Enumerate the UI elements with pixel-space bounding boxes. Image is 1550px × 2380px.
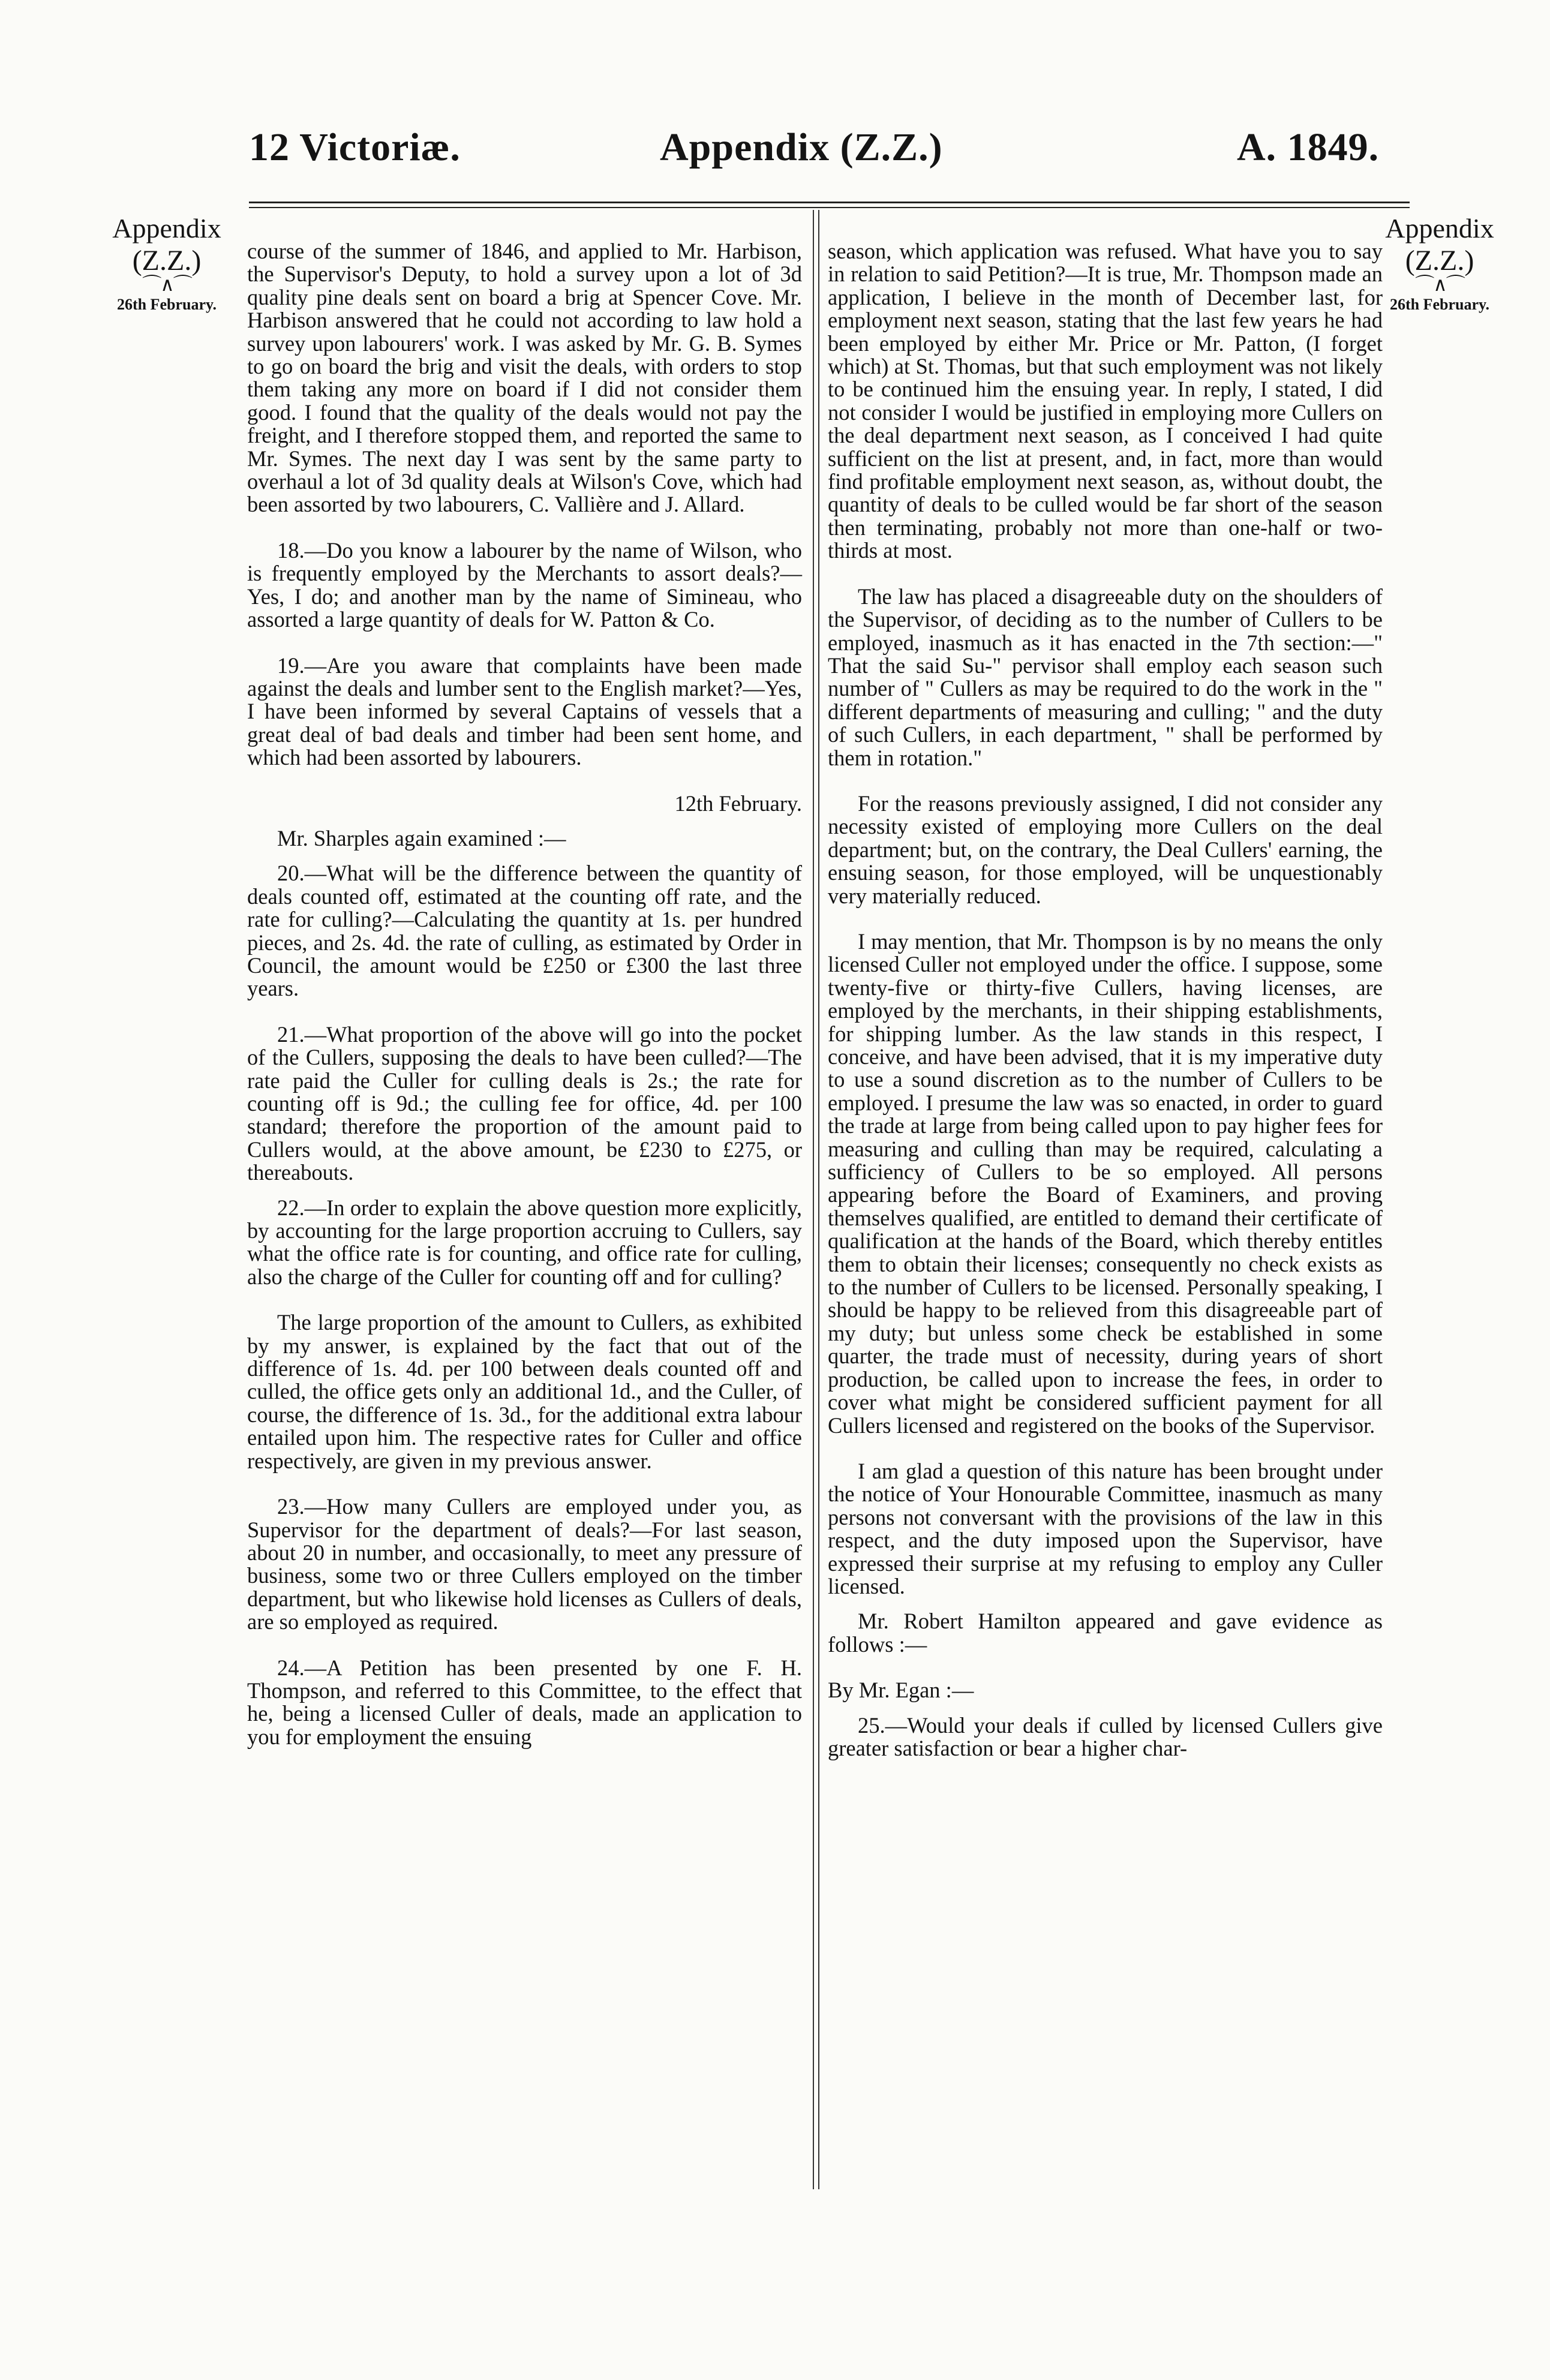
margin-note-left — [107, 213, 227, 314]
question-19: 19.—Are you aware that complaints have been made against the deals and lumber sent to the English market?—Yes, I have been informed by several Captains of vessels that a great deal of bad deals and timber had been sent home, and which had been assorted by labourers. — [247, 653, 802, 770]
paragraph-reasons: For the reasons previously assigned, I did not consider any necessity existed of employing more Cullers on the deal department; but, on the contrary, the Deal Cullers' earning, the ensuing season, for those employed, will be unquestionably very materially reduced. — [828, 791, 1383, 908]
right-column — [828, 240, 1383, 1760]
examiner-heading: By Mr. Egan :— — [828, 1678, 974, 1703]
question-21: 21.—What proportion of the above will go into the pocket of the Cullers, supposing the deals to have been culled?—The rate paid the Culler for culling deals is 2s.; the rate for counting off is 9d.; the culling fee for office, 4d. per 100 standard; therefore the proportion of the amount paid to Cullers would, at the above amount, be £230 to £275, or thereabouts. — [247, 1021, 802, 1185]
margin-note-right — [1380, 213, 1500, 314]
paragraph-law: The law has placed a disagreeable duty on the shoulders of the Supervisor, of deciding as to the number of Cullers to be employed, inasmuch as it has enacted in the 7th section:—" That the said Su-" pervisor shall employ each season such number of " Cullers as may be required to do the work in the " different departments of measuring and culling; " and the duty of such Cullers, in each department, " shall be performed by them in rotation." — [828, 584, 1383, 770]
question-22: 22.—In order to explain the above question more explicitly, by accounting for the large proportion accruing to Cullers, say what the office rate is for counting, and office rate for culling, also the charge of the Culler for counting off and for culling? — [247, 1195, 802, 1289]
question-18: 18.—Do you know a labourer by the name of Wilson, who is frequently employed by the Merchants to assort deals?—Yes, I do; and another man by the name of Simineau, who assorted a large quantity of deals for W. Patton & Co. — [247, 537, 802, 632]
header-session: 12 Victoriæ. — [249, 125, 461, 169]
question-23: 23.—How many Cullers are employed under you, as Supervisor for the department of deals?—For last season, about 20 in number, and occasionally, to meet any pressure of business, some two or three Cullers employed on the timber department, but who likewise hold licenses as Cullers of deals, are so employed as required. — [247, 1494, 802, 1634]
section-date: 12th February. — [674, 791, 802, 816]
paragraph-thompson: I may mention, that Mr. Thompson is by no means the only licensed Culler not employed under the office. I suppose, some twenty-five or thirty-five Cullers, having licenses, are employed by the merchants, in their shipping establishments, for shipping lumber. As the law stands in this respect, I conceive, and have been advised, that it is my imperative duty to use a sound discretion as to the number of Cullers to be employed. I presume the law was so enacted, in order to guard the trade at large from being called upon to pay higher fees for measuring and culling than may be required, calculating a sufficiency of Cullers to be so employed. All persons appearing before the Board of Examiners, and proving themselves qualified, are entitled to demand their certificate of qualification at the hands of the Board, which thereby entitles them to obtain their licenses; consequently no check exists as to the number of Cullers to be licensed. Personally speaking, I should be happy to be relieved from this disagreeable part of my duty; but unless some check be established in some quarter, the trade must of necessity, during years of short production, be called upon to increase the fees, in order to cover what might be considered sufficient payment for all Cullers licensed and registered on the books of the Supervisor. — [828, 928, 1383, 1438]
margin-zz-label: (Z.Z.) — [1405, 245, 1474, 277]
margin-brace-icon: ⌒∧⌒ — [1415, 274, 1464, 295]
header-rule-bottom — [249, 207, 1410, 208]
question-20: 20.—What will be the difference between the quantity of deals counted off, estimated at the counting off rate, and the rate for culling?—Calculating the quantity at 1s. per hundred pieces, and 2s. 4d. the rate of culling, as estimated by Order in Council, the amount would be £250 or £300 the last three years. — [247, 861, 802, 1001]
paragraph-committee: I am glad a question of this nature has been brought under the notice of Your Honourable Committee, inasmuch as many persons not conversant with the provisions of the law in this respect, and the duty imposed upon the Supervisor, have expressed their surprise at my refusing to employ any Culler licensed. — [828, 1458, 1383, 1598]
question-24: 24.—A Petition has been presented by one F. H. Thompson, and referred to this Committee, to the effect that he, being a licensed Culler of deals, made an application to you for employment the ensuing — [247, 1655, 802, 1749]
margin-appendix-label: Appendix — [1385, 213, 1494, 244]
margin-date: 26th February. — [116, 296, 217, 313]
examination-heading: Mr. Sharples again examined :— — [277, 825, 566, 851]
column-divider-right — [818, 210, 819, 2189]
answer-24: season, which application was refused. What have you to say in relation to said Petition?—It is true, Mr. Thompson made an application, I believe in the month of December last, for employment next season, stating that the last few years he had been employed by either Mr. Price or Mr. Patton, (I forget which) at St. Thomas, but that such employment was not likely to be continued him the ensuing year. In reply, I stated, I did not consider I would be justified in employing more Cullers on the deal department next season, as I conceived I had quite sufficient on the list at present, and, in fact, more than would find profitable employment next season, as, without doubt, the quantity of deals to be culled would be far short of the season then terminating, probably not more than one-half or two-thirds at most. — [828, 239, 1383, 563]
header-appendix-title: Appendix (Z.Z.) — [660, 125, 943, 169]
margin-date: 26th February. — [1389, 296, 1490, 313]
paragraph-continued: course of the summer of 1846, and applied to Mr. Harbison, the Supervisor's Deputy, to hold a survey upon a lot of 3d quality pine deals sent on board a brig at Spencer Cove. Mr. Harbison answered that he could not according to law hold a survey upon labourers' work. I was asked by Mr. G. B. Symes to go on board the brig and visit the deals, with orders to stop them taking any more on board if I did not consider them good. I found that the quality of the deals would not pay the freight, and I therefore stopped them, and reported the same to Mr. Symes. The next day I was sent by the same party to overhaul a lot of 3d quality deals at Wilson's Cove, which had been assorted by two labourers, C. Vallière and J. Allard. — [247, 239, 802, 517]
header-year: A. 1849. — [1237, 125, 1380, 169]
margin-zz-label: (Z.Z.) — [132, 245, 202, 277]
column-divider-left — [813, 210, 814, 2189]
left-column — [247, 240, 802, 1748]
margin-brace-icon: ⌒∧⌒ — [142, 274, 191, 295]
header-rule-top — [249, 202, 1410, 203]
question-25: 25.—Would your deals if culled by licensed Cullers give greater satisfaction or bear a higher char- — [828, 1712, 1383, 1760]
margin-appendix-label: Appendix — [112, 213, 221, 244]
witness-heading: Mr. Robert Hamilton appeared and gave evidence as follows :— — [828, 1609, 1383, 1657]
answer-22: The large proportion of the amount to Cullers, as exhibited by my answer, is explained by the fact that out of the difference of 1s. 4d. per 100 between deals counted off and culled, the office gets only an additional 1d., and the Culler, of course, the difference of 1s. 3d., for the additional extra labour entailed upon him. The respective rates for Culler and office respectively, are given in my previous answer. — [247, 1310, 802, 1473]
